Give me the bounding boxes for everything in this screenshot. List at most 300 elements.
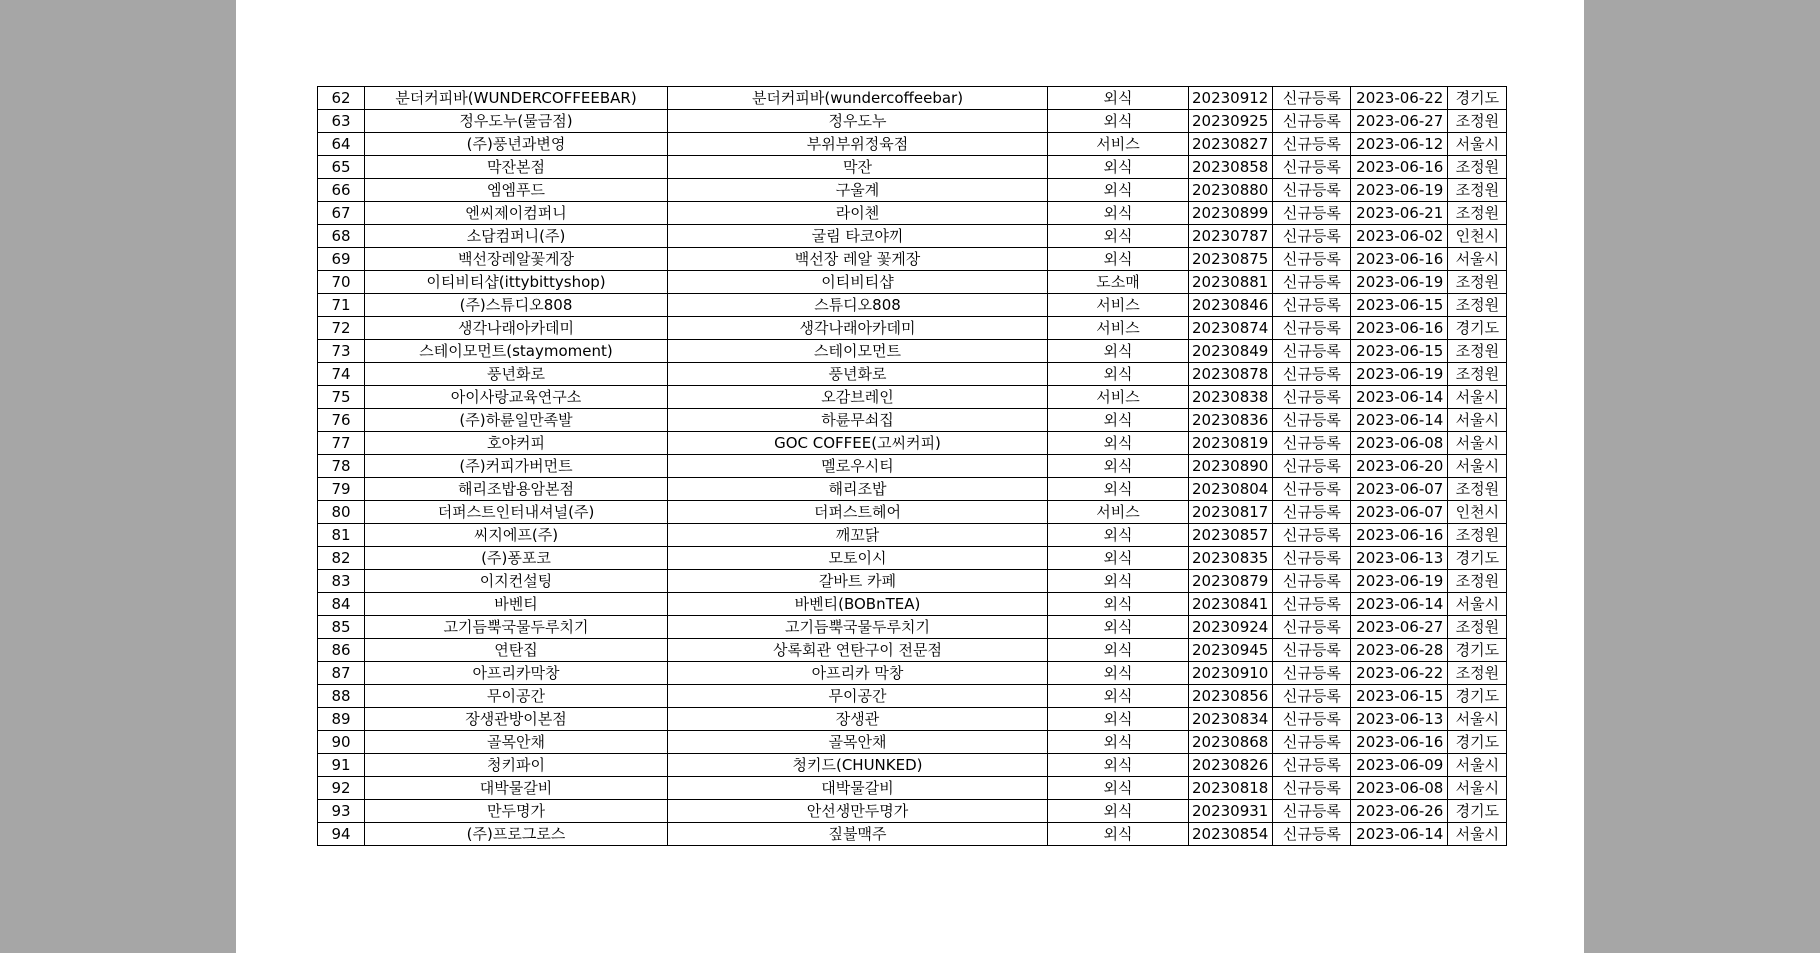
registration-date-cell: 2023-06-22 [1351,87,1448,110]
business-type-cell: 외식 [1048,432,1189,455]
registration-date-cell: 2023-06-13 [1351,708,1448,731]
row-number-cell: 82 [318,547,365,570]
registration-status-cell: 신규등록 [1273,202,1351,225]
registration-date-cell: 2023-06-19 [1351,363,1448,386]
registration-status-cell: 신규등록 [1273,616,1351,639]
registration-date-cell: 2023-06-12 [1351,133,1448,156]
table-row [318,363,1507,386]
registration-status-cell: 신규등록 [1273,179,1351,202]
registration-status-cell: 신규등록 [1273,823,1351,846]
brand-name-cell: 더퍼스트헤어 [668,501,1048,524]
brand-name-cell: 막잔 [668,156,1048,179]
business-type-cell: 도소매 [1048,271,1189,294]
company-name-cell: 엔씨제이컴퍼니 [365,202,668,225]
registration-status-cell: 신규등록 [1273,156,1351,179]
company-name-cell: 대박물갈비 [365,777,668,800]
jurisdiction-cell: 경기도 [1448,317,1507,340]
registration-code-cell: 20230924 [1189,616,1273,639]
registration-code-cell: 20230826 [1189,754,1273,777]
row-number-cell: 93 [318,800,365,823]
company-name-cell: 분더커피바(WUNDERCOFFEEBAR) [365,87,668,110]
company-name-cell: 장생관방이본점 [365,708,668,731]
company-name-cell: 소담컴퍼니(주) [365,225,668,248]
registration-date-cell: 2023-06-16 [1351,317,1448,340]
table-row [318,547,1507,570]
registration-status-cell: 신규등록 [1273,363,1351,386]
registration-status-cell: 신규등록 [1273,777,1351,800]
jurisdiction-cell: 경기도 [1448,800,1507,823]
jurisdiction-cell: 경기도 [1448,639,1507,662]
registration-code-cell: 20230910 [1189,662,1273,685]
table-row [318,662,1507,685]
registration-code-cell: 20230899 [1189,202,1273,225]
brand-name-cell: 정우도누 [668,110,1048,133]
row-number-cell: 75 [318,386,365,409]
company-name-cell: 정우도누(물금점) [365,110,668,133]
table-row [318,800,1507,823]
company-name-cell: 이티비티샵(ittybittyshop) [365,271,668,294]
table-row [318,87,1507,110]
registration-status-cell: 신규등록 [1273,501,1351,524]
jurisdiction-cell: 조정원 [1448,662,1507,685]
table-row [318,731,1507,754]
row-number-cell: 72 [318,317,365,340]
business-type-cell: 외식 [1048,685,1189,708]
brand-name-cell: 해리조밥 [668,478,1048,501]
registration-code-cell: 20230846 [1189,294,1273,317]
jurisdiction-cell: 경기도 [1448,731,1507,754]
company-name-cell: 씨지에프(주) [365,524,668,547]
table-body [318,87,1507,846]
registration-date-cell: 2023-06-22 [1351,662,1448,685]
document-page [236,0,1584,953]
row-number-cell: 79 [318,478,365,501]
row-number-cell: 73 [318,340,365,363]
business-type-cell: 외식 [1048,800,1189,823]
jurisdiction-cell: 경기도 [1448,685,1507,708]
jurisdiction-cell: 서울시 [1448,455,1507,478]
company-name-cell: 해리조밥용암본점 [365,478,668,501]
row-number-cell: 62 [318,87,365,110]
jurisdiction-cell: 조정원 [1448,478,1507,501]
registration-code-cell: 20230834 [1189,708,1273,731]
table-row [318,133,1507,156]
table-row [318,685,1507,708]
table-row [318,455,1507,478]
row-number-cell: 84 [318,593,365,616]
registration-date-cell: 2023-06-16 [1351,156,1448,179]
company-name-cell: 막잔본점 [365,156,668,179]
row-number-cell: 81 [318,524,365,547]
brand-name-cell: 대박물갈비 [668,777,1048,800]
business-type-cell: 외식 [1048,823,1189,846]
company-name-cell: (주)커피가버먼트 [365,455,668,478]
jurisdiction-cell: 조정원 [1448,156,1507,179]
row-number-cell: 74 [318,363,365,386]
jurisdiction-cell: 서울시 [1448,708,1507,731]
brand-name-cell: 풍년화로 [668,363,1048,386]
company-name-cell: (주)프로그로스 [365,823,668,846]
registration-code-cell: 20230925 [1189,110,1273,133]
brand-name-cell: 굴림 타코야끼 [668,225,1048,248]
business-type-cell: 외식 [1048,754,1189,777]
registration-status-cell: 신규등록 [1273,478,1351,501]
company-name-cell: 바벤티 [365,593,668,616]
business-type-cell: 외식 [1048,87,1189,110]
row-number-cell: 77 [318,432,365,455]
registration-status-cell: 신규등록 [1273,639,1351,662]
jurisdiction-cell: 서울시 [1448,409,1507,432]
row-number-cell: 70 [318,271,365,294]
registration-status-cell: 신규등록 [1273,524,1351,547]
table-row [318,386,1507,409]
row-number-cell: 85 [318,616,365,639]
registration-status-cell: 신규등록 [1273,593,1351,616]
registration-code-cell: 20230868 [1189,731,1273,754]
registration-date-cell: 2023-06-02 [1351,225,1448,248]
business-type-cell: 외식 [1048,248,1189,271]
registration-code-cell: 20230849 [1189,340,1273,363]
brand-name-cell: 오감브레인 [668,386,1048,409]
business-type-cell: 외식 [1048,616,1189,639]
registration-date-cell: 2023-06-14 [1351,593,1448,616]
business-type-cell: 외식 [1048,547,1189,570]
brand-name-cell: 고기듬뿍국물두루치기 [668,616,1048,639]
table-row [318,639,1507,662]
registration-code-cell: 20230931 [1189,800,1273,823]
registration-date-cell: 2023-06-13 [1351,547,1448,570]
registration-code-cell: 20230787 [1189,225,1273,248]
brand-name-cell: 안선생만두명가 [668,800,1048,823]
brand-name-cell: 하륜무쇠집 [668,409,1048,432]
registration-status-cell: 신규등록 [1273,731,1351,754]
registration-date-cell: 2023-06-27 [1351,616,1448,639]
registration-code-cell: 20230838 [1189,386,1273,409]
company-name-cell: 생각나래아카데미 [365,317,668,340]
registration-date-cell: 2023-06-21 [1351,202,1448,225]
business-type-cell: 외식 [1048,225,1189,248]
table-row [318,409,1507,432]
registration-date-cell: 2023-06-14 [1351,823,1448,846]
company-name-cell: 골목안채 [365,731,668,754]
row-number-cell: 78 [318,455,365,478]
registration-date-cell: 2023-06-14 [1351,409,1448,432]
registration-status-cell: 신규등록 [1273,708,1351,731]
table-row [318,248,1507,271]
company-name-cell: 연탄집 [365,639,668,662]
registration-status-cell: 신규등록 [1273,409,1351,432]
brand-name-cell: 짚불맥주 [668,823,1048,846]
registration-status-cell: 신규등록 [1273,685,1351,708]
business-type-cell: 외식 [1048,478,1189,501]
brand-name-cell: 이티비티샵 [668,271,1048,294]
brand-name-cell: 멜로우시티 [668,455,1048,478]
registration-date-cell: 2023-06-07 [1351,478,1448,501]
company-name-cell: 호야커피 [365,432,668,455]
registration-date-cell: 2023-06-15 [1351,294,1448,317]
registration-status-cell: 신규등록 [1273,455,1351,478]
business-type-cell: 서비스 [1048,294,1189,317]
business-type-cell: 서비스 [1048,501,1189,524]
brand-name-cell: 무이공간 [668,685,1048,708]
brand-name-cell: 상록회관 연탄구이 전문점 [668,639,1048,662]
table-row [318,616,1507,639]
brand-name-cell: 깨꼬닭 [668,524,1048,547]
brand-name-cell: 아프리카 막창 [668,662,1048,685]
jurisdiction-cell: 조정원 [1448,570,1507,593]
registration-code-cell: 20230945 [1189,639,1273,662]
company-name-cell: 풍년화로 [365,363,668,386]
row-number-cell: 69 [318,248,365,271]
business-type-cell: 외식 [1048,179,1189,202]
jurisdiction-cell: 경기도 [1448,547,1507,570]
table-row [318,501,1507,524]
jurisdiction-cell: 서울시 [1448,133,1507,156]
business-type-cell: 외식 [1048,409,1189,432]
brand-name-cell: 스튜디오808 [668,294,1048,317]
row-number-cell: 65 [318,156,365,179]
table-row [318,110,1507,133]
registration-date-cell: 2023-06-19 [1351,570,1448,593]
registration-code-cell: 20230858 [1189,156,1273,179]
jurisdiction-cell: 조정원 [1448,616,1507,639]
registration-date-cell: 2023-06-16 [1351,731,1448,754]
registration-date-cell: 2023-06-16 [1351,524,1448,547]
jurisdiction-cell: 조정원 [1448,179,1507,202]
row-number-cell: 90 [318,731,365,754]
table-row [318,478,1507,501]
business-type-cell: 서비스 [1048,133,1189,156]
table-row [318,156,1507,179]
row-number-cell: 86 [318,639,365,662]
registration-date-cell: 2023-06-26 [1351,800,1448,823]
table-row [318,524,1507,547]
registration-date-cell: 2023-06-16 [1351,248,1448,271]
company-name-cell: 백선장레알꽃게장 [365,248,668,271]
registration-status-cell: 신규등록 [1273,248,1351,271]
registration-status-cell: 신규등록 [1273,570,1351,593]
company-name-cell: 스테이모먼트(staymoment) [365,340,668,363]
registration-status-cell: 신규등록 [1273,294,1351,317]
registration-code-cell: 20230835 [1189,547,1273,570]
brand-name-cell: 백선장 레알 꽃게장 [668,248,1048,271]
company-name-cell: (주)하륜일만족발 [365,409,668,432]
jurisdiction-cell: 조정원 [1448,340,1507,363]
jurisdiction-cell: 경기도 [1448,87,1507,110]
business-type-cell: 외식 [1048,524,1189,547]
registration-status-cell: 신규등록 [1273,432,1351,455]
table-row [318,593,1507,616]
company-name-cell: 청키파이 [365,754,668,777]
row-number-cell: 76 [318,409,365,432]
business-type-cell: 외식 [1048,639,1189,662]
jurisdiction-cell: 조정원 [1448,363,1507,386]
company-name-cell: (주)스튜디오808 [365,294,668,317]
table-row [318,202,1507,225]
brand-name-cell: 청키드(CHUNKED) [668,754,1048,777]
registration-date-cell: 2023-06-15 [1351,340,1448,363]
row-number-cell: 66 [318,179,365,202]
table-row [318,271,1507,294]
row-number-cell: 80 [318,501,365,524]
jurisdiction-cell: 서울시 [1448,386,1507,409]
registration-status-cell: 신규등록 [1273,386,1351,409]
registration-code-cell: 20230857 [1189,524,1273,547]
registration-status-cell: 신규등록 [1273,87,1351,110]
table-row [318,294,1507,317]
company-name-cell: 엠엠푸드 [365,179,668,202]
registration-code-cell: 20230836 [1189,409,1273,432]
registration-code-cell: 20230817 [1189,501,1273,524]
registration-code-cell: 20230827 [1189,133,1273,156]
jurisdiction-cell: 조정원 [1448,271,1507,294]
jurisdiction-cell: 조정원 [1448,524,1507,547]
row-number-cell: 91 [318,754,365,777]
company-name-cell: 더퍼스트인터내셔널(주) [365,501,668,524]
company-name-cell: (주)퐁포코 [365,547,668,570]
company-name-cell: 이지컨설팅 [365,570,668,593]
company-name-cell: 아이사랑교육연구소 [365,386,668,409]
registration-date-cell: 2023-06-14 [1351,386,1448,409]
registration-date-cell: 2023-06-08 [1351,777,1448,800]
jurisdiction-cell: 서울시 [1448,754,1507,777]
registration-code-cell: 20230841 [1189,593,1273,616]
jurisdiction-cell: 서울시 [1448,593,1507,616]
registration-status-cell: 신규등록 [1273,133,1351,156]
table-row [318,225,1507,248]
table-row [318,179,1507,202]
registration-date-cell: 2023-06-20 [1351,455,1448,478]
brand-name-cell: 생각나래아카데미 [668,317,1048,340]
franchise-registration-table [317,86,1507,846]
registration-code-cell: 20230818 [1189,777,1273,800]
jurisdiction-cell: 서울시 [1448,777,1507,800]
registration-code-cell: 20230912 [1189,87,1273,110]
business-type-cell: 서비스 [1048,386,1189,409]
company-name-cell: 만두명가 [365,800,668,823]
row-number-cell: 87 [318,662,365,685]
brand-name-cell: 갈바트 카페 [668,570,1048,593]
registration-code-cell: 20230880 [1189,179,1273,202]
jurisdiction-cell: 조정원 [1448,110,1507,133]
company-name-cell: 고기듬뿍국물두루치기 [365,616,668,639]
registration-code-cell: 20230874 [1189,317,1273,340]
business-type-cell: 외식 [1048,593,1189,616]
registration-status-cell: 신규등록 [1273,754,1351,777]
jurisdiction-cell: 조정원 [1448,294,1507,317]
row-number-cell: 92 [318,777,365,800]
brand-name-cell: 골목안채 [668,731,1048,754]
registration-status-cell: 신규등록 [1273,547,1351,570]
business-type-cell: 외식 [1048,340,1189,363]
registration-status-cell: 신규등록 [1273,110,1351,133]
registration-status-cell: 신규등록 [1273,340,1351,363]
registration-date-cell: 2023-06-19 [1351,179,1448,202]
brand-name-cell: 부위부위정육점 [668,133,1048,156]
registration-date-cell: 2023-06-28 [1351,639,1448,662]
company-name-cell: 아프리카막창 [365,662,668,685]
company-name-cell: 무이공간 [365,685,668,708]
business-type-cell: 외식 [1048,455,1189,478]
registration-date-cell: 2023-06-27 [1351,110,1448,133]
table-row [318,777,1507,800]
brand-name-cell: 스테이모먼트 [668,340,1048,363]
table-row [318,570,1507,593]
registration-code-cell: 20230854 [1189,823,1273,846]
registration-code-cell: 20230878 [1189,363,1273,386]
jurisdiction-cell: 서울시 [1448,823,1507,846]
registration-date-cell: 2023-06-08 [1351,432,1448,455]
row-number-cell: 83 [318,570,365,593]
table-row [318,432,1507,455]
registration-date-cell: 2023-06-15 [1351,685,1448,708]
registration-status-cell: 신규등록 [1273,225,1351,248]
registration-status-cell: 신규등록 [1273,800,1351,823]
row-number-cell: 94 [318,823,365,846]
registration-status-cell: 신규등록 [1273,271,1351,294]
business-type-cell: 외식 [1048,202,1189,225]
business-type-cell: 외식 [1048,110,1189,133]
registration-date-cell: 2023-06-07 [1351,501,1448,524]
registration-status-cell: 신규등록 [1273,662,1351,685]
table-row [318,317,1507,340]
registration-code-cell: 20230856 [1189,685,1273,708]
jurisdiction-cell: 인천시 [1448,225,1507,248]
jurisdiction-cell: 서울시 [1448,432,1507,455]
row-number-cell: 67 [318,202,365,225]
business-type-cell: 외식 [1048,731,1189,754]
registration-code-cell: 20230890 [1189,455,1273,478]
registration-date-cell: 2023-06-09 [1351,754,1448,777]
company-name-cell: (주)풍년과변영 [365,133,668,156]
brand-name-cell: 구울계 [668,179,1048,202]
brand-name-cell: 장생관 [668,708,1048,731]
row-number-cell: 68 [318,225,365,248]
row-number-cell: 64 [318,133,365,156]
table-row [318,823,1507,846]
row-number-cell: 71 [318,294,365,317]
brand-name-cell: 분더커피바(wundercoffeebar) [668,87,1048,110]
table-row [318,340,1507,363]
registration-code-cell: 20230881 [1189,271,1273,294]
table-row [318,708,1507,731]
registration-code-cell: 20230875 [1189,248,1273,271]
business-type-cell: 외식 [1048,363,1189,386]
business-type-cell: 외식 [1048,662,1189,685]
brand-name-cell: GOC COFFEE(고씨커피) [668,432,1048,455]
business-type-cell: 외식 [1048,156,1189,179]
business-type-cell: 서비스 [1048,317,1189,340]
brand-name-cell: 모토이시 [668,547,1048,570]
jurisdiction-cell: 조정원 [1448,202,1507,225]
jurisdiction-cell: 인천시 [1448,501,1507,524]
table-row [318,754,1507,777]
row-number-cell: 63 [318,110,365,133]
registration-code-cell: 20230804 [1189,478,1273,501]
jurisdiction-cell: 서울시 [1448,248,1507,271]
registration-status-cell: 신규등록 [1273,317,1351,340]
business-type-cell: 외식 [1048,570,1189,593]
business-type-cell: 외식 [1048,777,1189,800]
registration-date-cell: 2023-06-19 [1351,271,1448,294]
brand-name-cell: 바벤티(BOBnTEA) [668,593,1048,616]
business-type-cell: 외식 [1048,708,1189,731]
registration-code-cell: 20230819 [1189,432,1273,455]
row-number-cell: 89 [318,708,365,731]
registration-code-cell: 20230879 [1189,570,1273,593]
row-number-cell: 88 [318,685,365,708]
brand-name-cell: 라이첸 [668,202,1048,225]
